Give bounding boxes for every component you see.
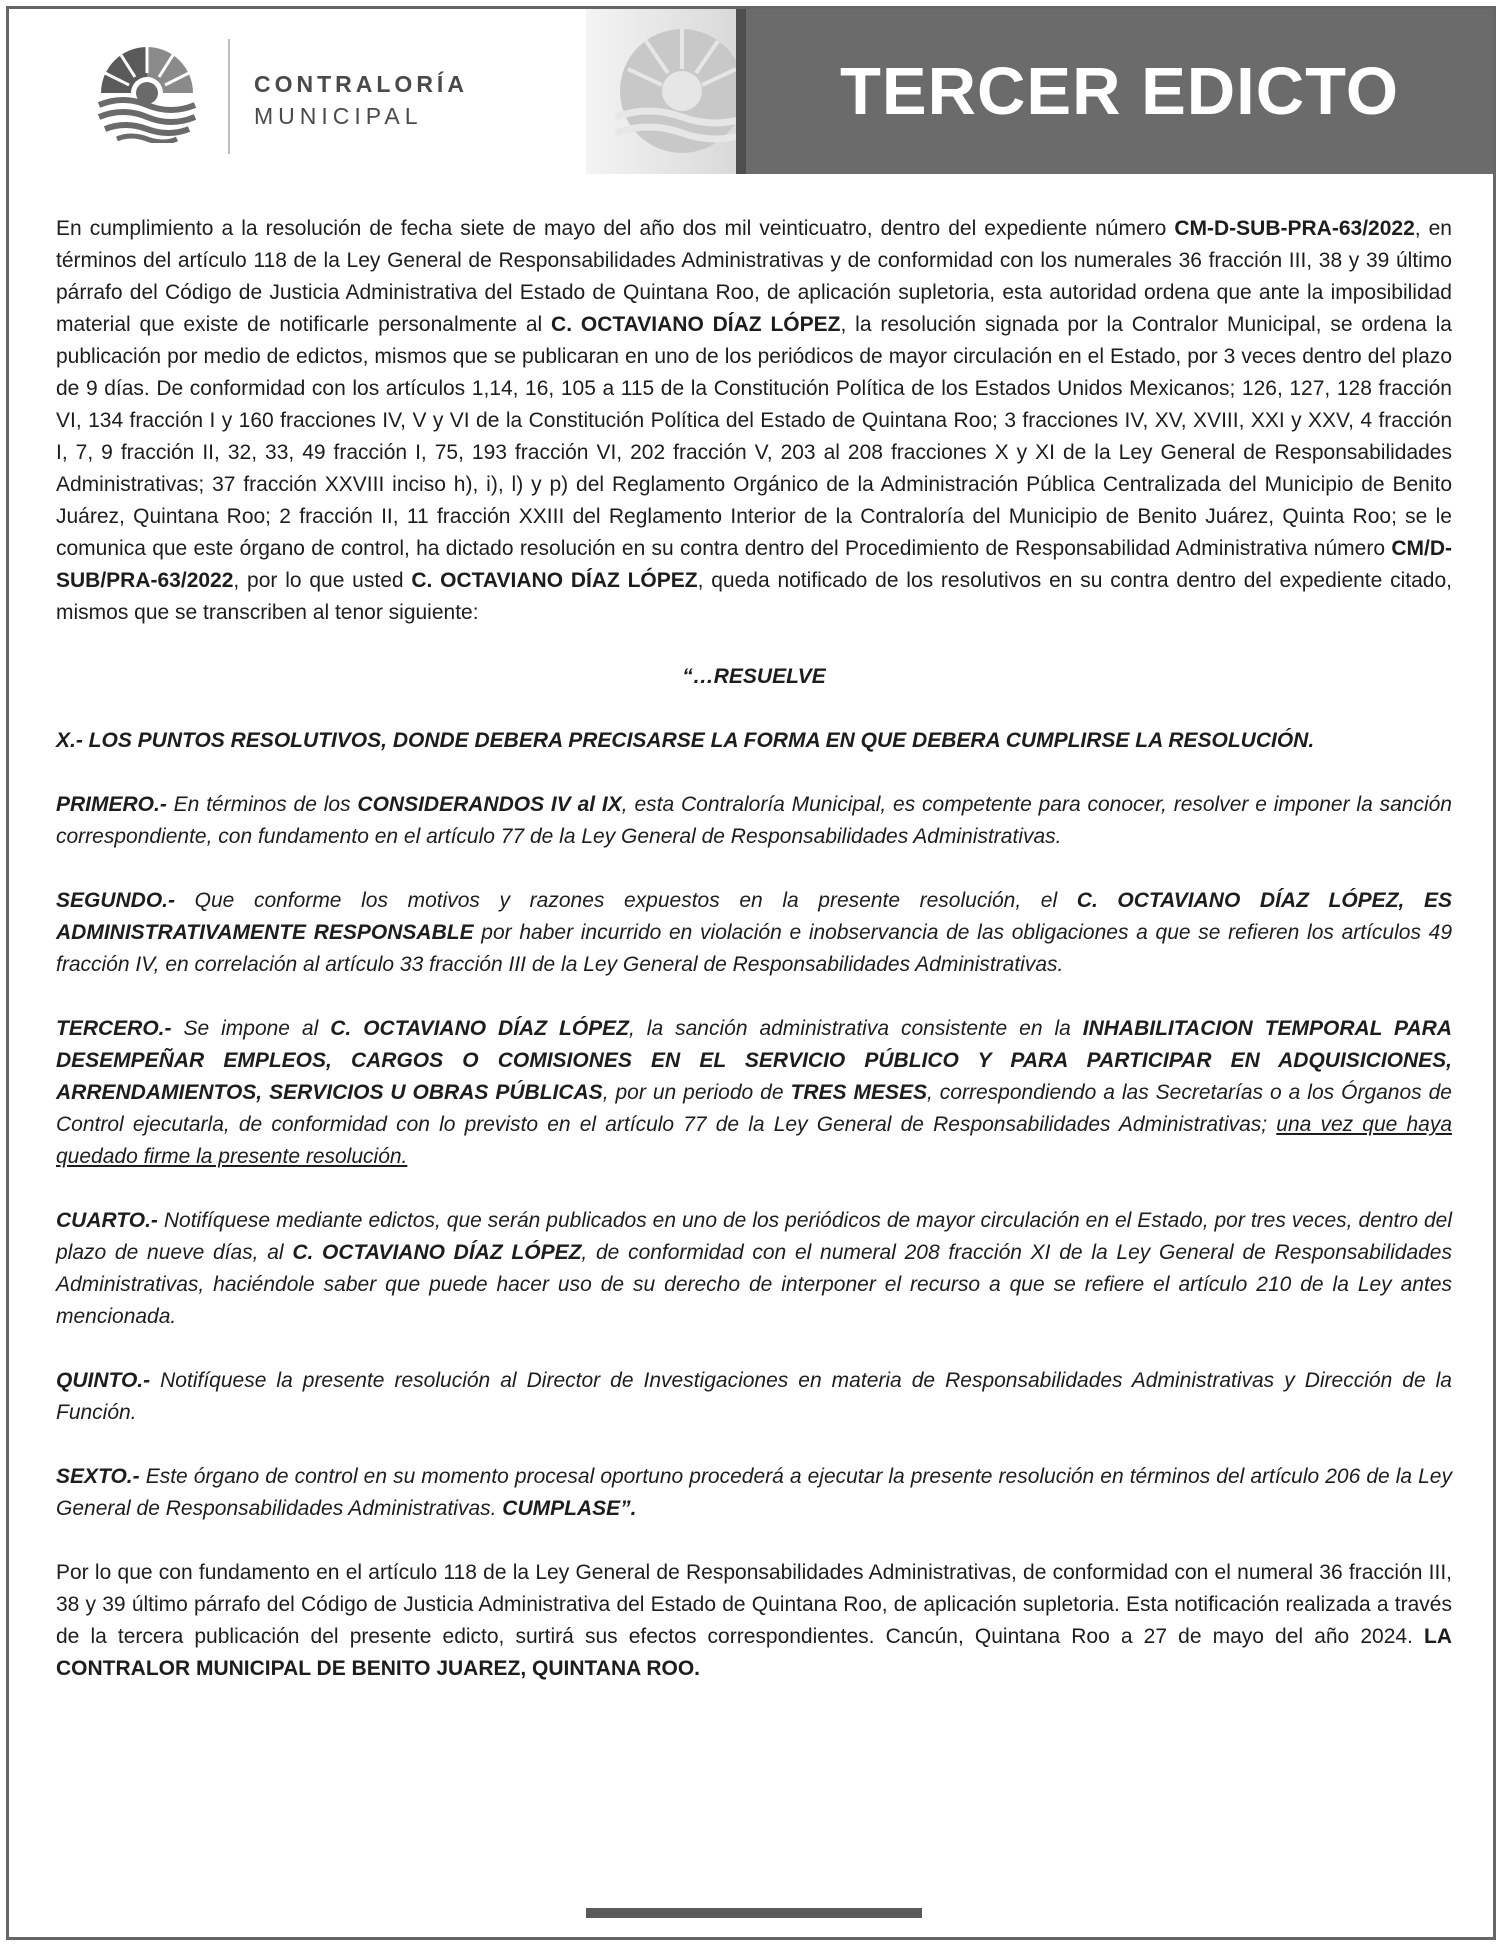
primero-text-2: , esta Contraloría Municipal, es competente para conocer, resolver e imponer la sanción correspondiente, con fundamento en el artículo 77 de la Ley General de Responsabilidades Administrativas. <box>56 793 1452 848</box>
logo-divider <box>228 39 230 154</box>
org-name-line2: MUNICIPAL <box>254 103 423 129</box>
sexto-text: Este órgano de control en su momento procesal oportuno procederá a ejecutar la presente resolución en términos del artículo 206 de la Ley General de Responsabilidades Administrativas. <box>56 1465 1452 1520</box>
quinto-paragraph <box>56 1365 1452 1429</box>
closing-signature: LA CONTRALOR MUNICIPAL DE BENITO JUAREZ, QUINTANA ROO. <box>56 1625 1452 1680</box>
org-name-line1: CONTRALORÍA <box>254 71 468 97</box>
primero-text-1: En términos de los <box>166 793 358 816</box>
cuarto-bold: C. OCTAVIANO DÍAZ LÓPEZ <box>292 1241 582 1264</box>
cuarto-label: CUARTO.- <box>56 1209 158 1232</box>
tercero-bold-1: C. OCTAVIANO DÍAZ LÓPEZ <box>330 1017 630 1040</box>
intro-text-5: , queda notificado de los resolutivos en su contra dentro del expediente citado, mismos que se transcriben al tenor siguiente: <box>56 569 1452 624</box>
person-name: C. OCTAVIANO DÍAZ LÓPEZ <box>551 313 841 336</box>
watermark-panel <box>586 9 736 174</box>
title-panel <box>736 9 1493 174</box>
tercero-bold-3: TRES MESES <box>790 1081 927 1104</box>
tercero-text-3: , por un periodo de <box>602 1081 791 1104</box>
file-number: CM-D-SUB-PRA-63/2022 <box>1174 217 1415 240</box>
point-x-text: X.- LOS PUNTOS RESOLUTIVOS, DONDE DEBERA PRECISARSE LA FORMA EN QUE DEBERA CUMPLIRSE LA RESOLUCIÓN. <box>56 729 1315 752</box>
quinto-text: Notifíquese la presente resolución al Director de Investigaciones en materia de Responsabilidades Administrativas y Dirección de la Función. <box>56 1369 1452 1424</box>
intro-text-4: , por lo que usted <box>233 569 412 592</box>
tercero-underlined: una vez que haya quedado firme la presente resolución. <box>56 1113 1453 1168</box>
header <box>9 9 1493 174</box>
procedure-number: CM/D-SUB/PRA-63/2022 <box>56 537 1452 592</box>
sexto-bold: CUMPLASE”. <box>502 1497 637 1520</box>
point-x <box>56 725 1452 757</box>
intro-text-3: , la resolución signada por la Contralor Municipal, se ordena la publicación por medio de edictos, mismos que se publicaran en uno de los periódicos de mayor circulación en el Estado, por 3 veces dentro del plazo de 9 días. De conformidad con los artículos 1,14, 16, 105 a 115 de la Constitución Política de los Estados Unidos Mexicanos; 126, 127, 128 fracción VI, 134 fracción I y 160 fracciones IV, V y VI de la Constitución Política del Estado de Quintana Roo; 3 fracciones IV, XV, XVIII, XXI y XXV, 4 fracción I, 7, 9 fracción II, 32, 33, 49 fracción I, 75, 193 fracción VI, 202 fracción V, 203 al 208 fracciones X y XI de la Ley General de Responsabilidades Administrativas; 37 fracción XXVIII inciso h), i), l) y p) del Reglamento Orgánico de la Administración Pública Centralizada del Municipio de Benito Juárez, Quintana Roo; 2 fracción II, 11 fracción XXIII del Reglamento Interior de la Contraloría del Municipio de Benito Juárez, Quinta Roo; se le comunica que este órgano de control, ha dictado resolución en su contra dentro del Procedimiento de Responsabilidad Administrativa número <box>56 313 1452 560</box>
tercero-bold-2: INHABILITACION TEMPORAL PARA DESEMPEÑAR EMPLEOS, CARGOS O COMISIONES EN EL SERVICIO PÚBLICO Y PARA PARTICIPAR EN ADQUISICIONES, ARRENDAMIENTOS, SERVICIOS U OBRAS PÚBLICAS <box>56 1017 1453 1104</box>
tercero-text-2: , la sanción administrativa consistente en la <box>629 1017 1083 1040</box>
quinto-label: QUINTO.- <box>56 1369 151 1392</box>
sexto-label: SEXTO.- <box>56 1465 140 1488</box>
segundo-bold: C. OCTAVIANO DÍAZ LÓPEZ, ES ADMINISTRATIVAMENTE RESPONSABLE <box>56 889 1452 944</box>
watermark-logo-icon <box>586 9 736 174</box>
edict-body <box>56 213 1452 1685</box>
intro-paragraph <box>56 213 1452 629</box>
tercero-label: TERCERO.- <box>56 1017 172 1040</box>
intro-text-1: En cumplimiento a la resolución de fecha siete de mayo del año dos mil veinticuatro, dentro del expediente número <box>56 217 1175 240</box>
segundo-paragraph <box>56 885 1452 981</box>
intro-text-2: , en términos del artículo 118 de la Ley General de Responsabilidades Administrativas y de conformidad con los numerales 36 fracción III, 38 y 39 último párrafo del Código de Justicia Administrativa del Estado de Quintana Roo, de aplicación supletoria, esta autoridad ordena que ante la imposibilidad material que existe de notificarle personalmente al <box>56 217 1452 336</box>
tercero-text-4: , correspondiendo a las Secretarías o a los Órganos de Control ejecutarla, de conformidad con lo previsto en el artículo 77 de la Ley General de Responsabilidades Administrativas; <box>56 1081 1452 1136</box>
primero-paragraph <box>56 789 1452 853</box>
cuarto-text-2: , de conformidad con el numeral 208 fracción XI de la Ley General de Responsabilidades Administrativas, haciéndole saber que puede hacer uso de su derecho de interponer el recurso a que se refiere el artículo 210 de la Ley antes mencionada. <box>56 1241 1452 1328</box>
footer-bar <box>586 1908 922 1918</box>
primero-label: PRIMERO.- <box>56 793 167 816</box>
closing-paragraph <box>56 1557 1452 1685</box>
segundo-text-2: por haber incurrido en violación e inobservancia de las obligaciones a que se refieren los artículos 49 fracción IV, en correlación al artículo 33 fracción III de la Ley General de Responsabilidades Administrativas. <box>56 921 1453 976</box>
cuarto-paragraph <box>56 1205 1452 1333</box>
segundo-text-1: Que conforme los motivos y razones expuestos en la presente resolución, el <box>175 889 1077 912</box>
primero-bold: CONSIDERANDOS IV al IX <box>357 793 622 816</box>
resuelve-heading <box>56 661 1452 693</box>
segundo-label: SEGUNDO.- <box>56 889 176 912</box>
contraloria-logo-icon <box>91 43 203 143</box>
tercero-paragraph <box>56 1013 1452 1173</box>
tercero-text-1: Se impone al <box>171 1017 331 1040</box>
cuarto-text-1: Notifíquese mediante edictos, que serán publicados en uno de los periódicos de mayor circulación en el Estado, por tres veces, dentro del plazo de nueve días, al <box>56 1209 1452 1264</box>
resuelve-text: “…RESUELVE <box>682 665 826 688</box>
person-name-2: C. OCTAVIANO DÍAZ LÓPEZ <box>411 569 698 592</box>
sexto-paragraph <box>56 1461 1452 1525</box>
page-title: TERCER EDICTO <box>840 54 1399 129</box>
closing-text: Por lo que con fundamento en el artículo 118 de la Ley General de Responsabilidades Administrativas, de conformidad con el numeral 36 fracción III, 38 y 39 último párrafo del Código de Justicia Administrativa del Estado de Quintana Roo, de aplicación supletoria. Esta notificación realizada a través de la tercera publicación del presente edicto, surtirá sus efectos correspondientes. Cancún, Quintana Roo a 27 de mayo del año 2024. <box>56 1561 1452 1648</box>
